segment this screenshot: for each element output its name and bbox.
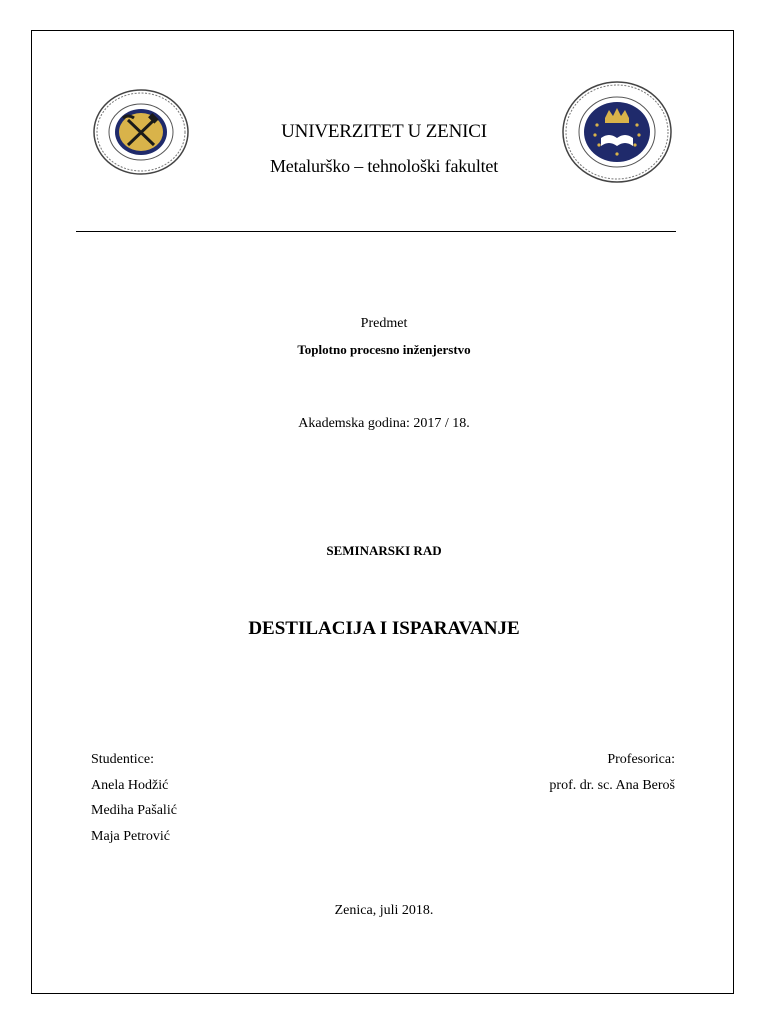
document-type: SEMINARSKI RAD <box>326 543 442 558</box>
professor-block <box>549 751 675 802</box>
academic-year: Akademska godina: 2017 / 18. <box>298 416 470 431</box>
student-name: Mediha Pašalić <box>91 803 177 818</box>
student-name: Anela Hodžić <box>91 777 169 793</box>
students-label: Studentice: <box>91 752 154 767</box>
document-title: DESTILACIJA I ISPARAVANJE <box>248 618 520 639</box>
professor-label: Profesorica: <box>607 752 675 767</box>
place-date: Zenica, juli 2018. <box>334 903 434 918</box>
students-block <box>91 751 177 853</box>
university-name: UNIVERZITET U ZENICI <box>281 121 487 142</box>
professor-name: prof. dr. sc. Ana Beroš <box>549 777 675 793</box>
subject-label: Predmet <box>360 316 408 331</box>
header-divider <box>76 231 676 232</box>
student-name: Maja Petrović <box>91 828 170 844</box>
faculty-name: Metalurško – tehnološki fakultet <box>269 156 499 176</box>
subject-name: Toplotno procesno inženjerstvo <box>297 342 471 357</box>
